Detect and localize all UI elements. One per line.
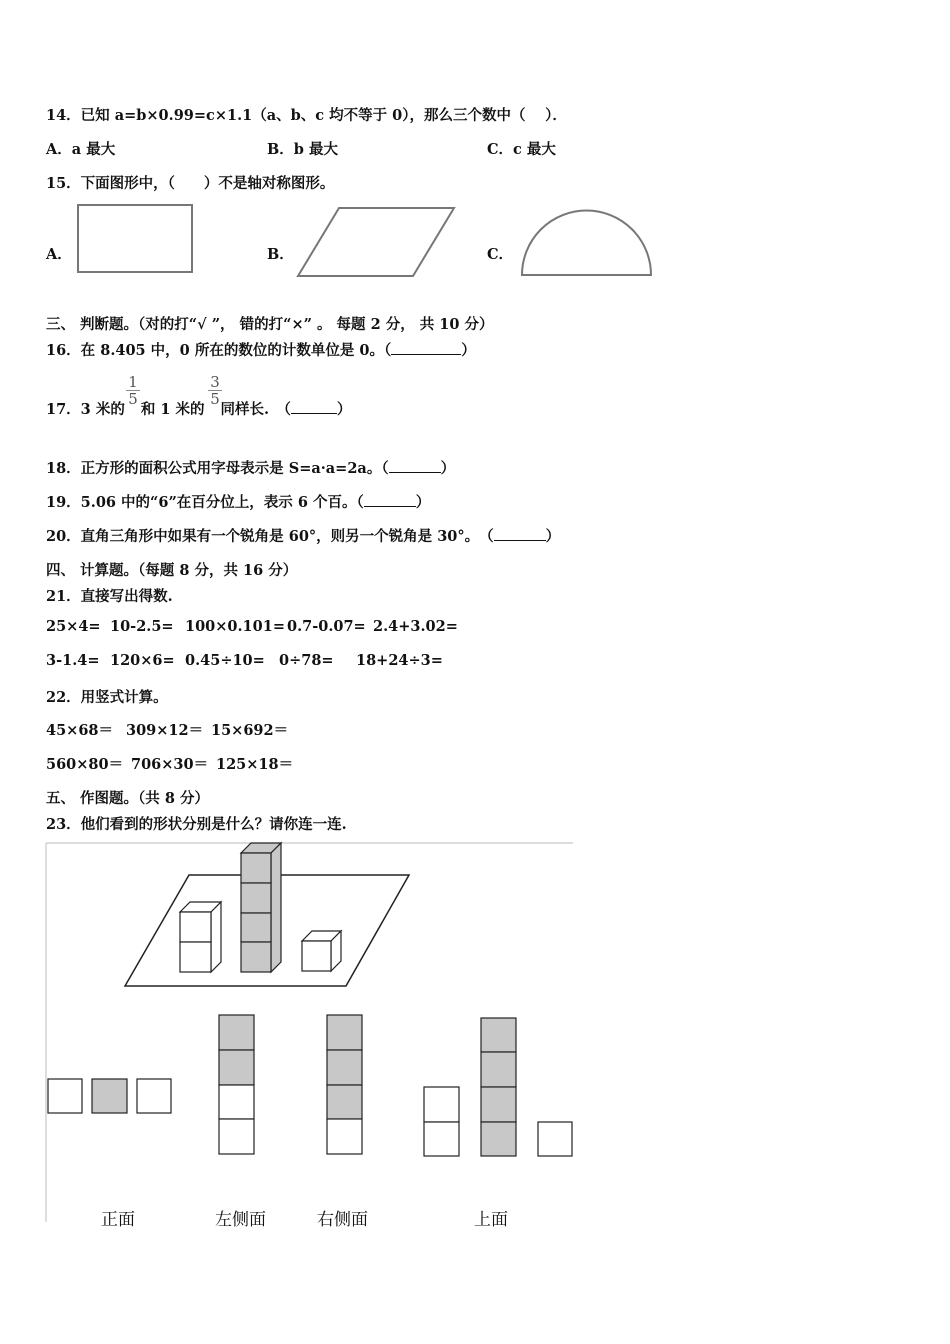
q14-option-c: C．c 最大 (487, 141, 556, 158)
caption-top-view: 上面 (474, 1210, 508, 1230)
q21-expr: 10-2.5= (110, 618, 174, 635)
q14-option-a: A．a 最大 (46, 141, 116, 158)
q17-frac2-den: 5 (210, 390, 220, 408)
q21-expr: 18+24÷3= (356, 652, 443, 669)
q17-part1: 17．3 米的 (46, 401, 125, 418)
q21-expr: 120×6= (110, 652, 175, 669)
q17-frac1-den: 5 (128, 390, 138, 408)
q22-expr: 309×12＝ (126, 722, 204, 739)
view-row-of-three-icon (48, 1079, 171, 1113)
q19-text: 19．5.06 中的“6”在百分位上，表示 6 个百。（ (46, 494, 364, 511)
q21-expr: 0.7-0.07= (287, 618, 366, 635)
q18-text: 18．正方形的面积公式用字母表示是 S=a·a=2a。（ (46, 460, 389, 477)
q22-expr: 560×80＝ (46, 756, 124, 773)
caption-right-view: 右侧面 (317, 1210, 368, 1230)
q20-close: ） (545, 528, 561, 545)
q16-close: ） (461, 342, 476, 359)
cube-single-right-icon (302, 931, 341, 971)
q22-expr: 706×30＝ (131, 756, 209, 773)
q19-close: ） (415, 494, 431, 511)
q22-stem: 22．用竖式计算。 (46, 689, 168, 706)
q17-part2: 和 1 米的 (140, 401, 205, 418)
view-column-mostly-grey-icon (327, 1015, 362, 1154)
q17-frac1-num: 1 (126, 374, 140, 391)
q23-stem: 23．他们看到的形状分别是什么？请你连一连. (46, 816, 347, 833)
q18-close: ） (440, 460, 456, 477)
section5-heading: 五、 作图题。（共 8 分） (46, 790, 209, 807)
q22-expr: 45×68＝ (46, 722, 114, 739)
caption-front-view: 正面 (101, 1210, 135, 1230)
q21-expr: 3-1.4= (46, 652, 100, 669)
q15-label-a: A． (46, 246, 72, 263)
section3-heading: 三、 判断题。（对的打“√ ”， 错的打“×” 。 每题 2 分， 共 10 分） (46, 316, 494, 333)
cube-stack-middle-icon (241, 843, 281, 972)
q22-expr: 125×18＝ (216, 756, 294, 773)
q17-frac2-num: 3 (208, 374, 222, 391)
view-column-grey-white-icon (219, 1015, 254, 1154)
q14-stem: 14．已知 a=b×0.99=c×1.1（a、b、c 均不等于 0），那么三个数中（ ）． (46, 107, 567, 124)
q21-expr: 100×0.101= (185, 618, 285, 635)
q15-stem: 15．下面图形中，（ ）不是轴对称图形。 (46, 175, 335, 192)
q21-expr: 2.4+3.02= (373, 618, 458, 635)
q15-label-c: C． (487, 246, 514, 263)
q21-stem: 21．直接写出得数. (46, 588, 173, 605)
section4-heading: 四、 计算题。（每题 8 分，共 16 分） (46, 562, 298, 579)
q16-text: 16．在 8.405 中，0 所在的数位的计数单位是 0。（ (46, 342, 392, 359)
q17-part3: 同样长. （ (220, 401, 291, 418)
caption-left-view: 左侧面 (215, 1210, 266, 1230)
q22-expr: 15×692＝ (211, 722, 289, 739)
cube-stack-left-icon (180, 902, 221, 972)
q20-text: 20．直角三角形中如果有一个锐角是 60°，则另一个锐角是 30°。 （ (46, 528, 494, 545)
view-mixed-columns-icon (424, 1018, 572, 1156)
q21-expr: 0.45÷10= (185, 652, 265, 669)
q15-label-b: B． (267, 246, 294, 263)
q14-option-b: B．b 最大 (267, 141, 338, 158)
q21-expr: 25×4= (46, 618, 101, 635)
q17-close: ） (336, 401, 352, 418)
q21-expr: 0÷78= (279, 652, 334, 669)
